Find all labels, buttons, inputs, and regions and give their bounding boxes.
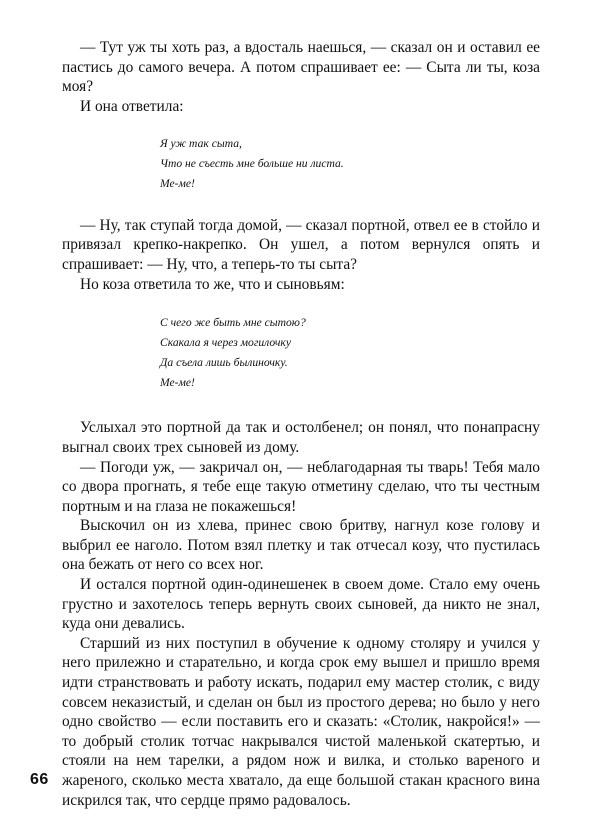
verse-line: Что не съесть мне больше ни листа. xyxy=(160,157,344,171)
paragraph: Услыхал это портной да так и остолбенел; он понял, что понапрасну выгнал своих трех сыновей из дому. xyxy=(62,419,540,456)
paragraph: — Тут уж ты хоть раз, а вдосталь наешься, — сказал он и оставил ее пастись до самого вечера. А потом спрашивает ее: — Сыта ли ты, коза моя? xyxy=(62,39,540,96)
verse-line: Ме-ме! xyxy=(160,176,195,190)
paragraph: — Ну, так ступай тогда домой, — сказал портной, отвел ее в стойло и привязал крепко-накрепко. Он ушел, а потом вернулся опять и спрашивает: — Ну, что, а теперь-то ты сыта? xyxy=(62,216,540,273)
verse-line: Да съела лишь былиночку. xyxy=(160,355,288,369)
prose-block-1 xyxy=(62,38,540,116)
verse-line: С чего же быть мне сытою? xyxy=(160,316,306,330)
paragraph: И она ответила: xyxy=(80,97,184,115)
verse-block-2 xyxy=(62,313,540,392)
paragraph: Но коза ответила то же, что и сыновьям: xyxy=(80,275,345,293)
paragraph: И остался портной один-одинешенек в своем доме. Стало ему очень грустно и захотелось теперь вернуть своих сыновей, да никто не знал, куда они девались. xyxy=(62,576,540,633)
page-content xyxy=(62,38,540,810)
paragraph: Выскочил он из хлева, принес свою бритву, нагнул козе голову и выбрил ее наголо. Потом взял плетку и так отчесал козу, что пустилась она бежать от него со всех ног. xyxy=(62,517,540,574)
verse-block-1 xyxy=(62,134,540,193)
paragraph: — Погоди уж, — закричал он, — неблагодарная ты тварь! Тебя мало со двора прогнать, я тебе еще такую отметину сделаю, что ты честным портным и на глаза не покажешься! xyxy=(62,458,540,515)
prose-block-2 xyxy=(62,216,540,294)
verse-line: Ме-ме! xyxy=(160,375,195,389)
page-number: 66 xyxy=(30,771,49,788)
prose-block-3 xyxy=(62,418,540,810)
verse-line: Скакала я через могилочку xyxy=(160,335,291,349)
paragraph: Старший из них поступил в обучение к одному столяру и учился у него прилежно и старательно, и когда срок ему вышел и пришло время идти странствовать и работу искать, подарил ему мастер столик, с виду совсем неказистый, и сделан он был из простого дерева; но было у него одно свойство — если поставить его и сказать: «Столик, накройся!» — то добрый столик тотчас накрывался чистой маленькой скатертью, и стояли на нем тарелки, а рядом нож и вилка, и столько вареного и жареного, сколько места хватало, да еще большой стакан красного вина искрился так, что сердце прямо радовалось. xyxy=(62,634,540,809)
verse-line: Я уж так сыта, xyxy=(160,137,242,151)
